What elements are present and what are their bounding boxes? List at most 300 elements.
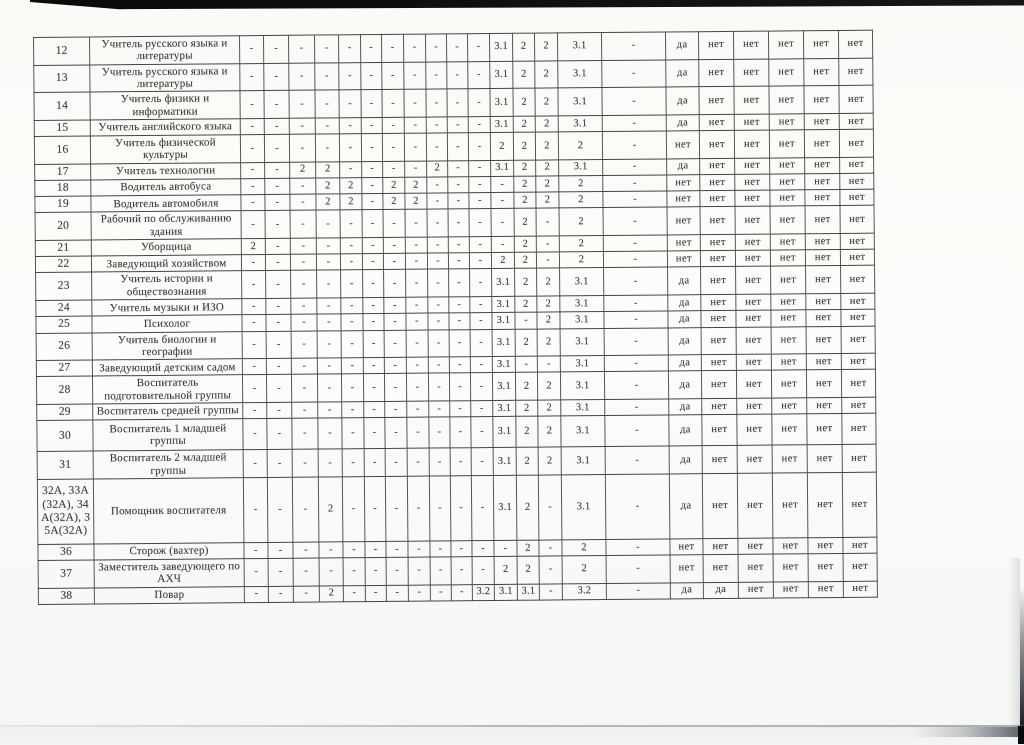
- value-cell: -: [602, 60, 666, 88]
- value-cell: -: [242, 315, 266, 331]
- value-cell: -: [362, 254, 383, 270]
- value-cell: -: [604, 295, 668, 312]
- value-cell: 2: [538, 416, 561, 447]
- row-number-cell: 21: [35, 240, 91, 257]
- yes-no-cell: нет: [839, 85, 873, 113]
- yes-no-cell: нет: [699, 87, 734, 115]
- yes-no-cell: нет: [700, 158, 735, 175]
- value-cell: -: [289, 90, 315, 118]
- value-cell: -: [447, 133, 468, 161]
- value-cell: -: [317, 330, 341, 358]
- yes-no-cell: нет: [769, 58, 804, 86]
- value-cell: 2: [515, 269, 537, 297]
- value-cell: 3.1: [561, 447, 605, 475]
- value-cell: -: [448, 193, 469, 209]
- value-cell: -: [451, 584, 472, 600]
- value-cell: -: [315, 90, 339, 118]
- value-cell: -: [318, 418, 342, 449]
- value-cell: -: [448, 237, 469, 253]
- row-number-cell: 37: [38, 560, 94, 588]
- value-cell: 2: [491, 253, 514, 269]
- job-title-cell: Учитель английского языка: [90, 119, 240, 137]
- row-number-cell: 17: [35, 164, 91, 181]
- value-cell: 2: [534, 33, 557, 61]
- table-row: [37, 472, 877, 544]
- value-cell: -: [538, 475, 562, 540]
- value-cell: -: [240, 135, 264, 163]
- value-cell: -: [266, 271, 291, 299]
- value-cell: -: [265, 211, 290, 239]
- value-cell: 3.1: [561, 474, 606, 539]
- value-cell: 3.1: [492, 269, 515, 297]
- value-cell: -: [446, 34, 467, 62]
- value-cell: -: [382, 90, 404, 118]
- value-cell: -: [469, 160, 491, 176]
- yes-no-cell: нет: [769, 130, 804, 158]
- yes-no-cell: нет: [734, 86, 769, 114]
- yes-no-cell: нет: [808, 537, 843, 554]
- value-cell: -: [603, 207, 667, 235]
- yes-no-cell: нет: [702, 473, 738, 538]
- value-cell: 2: [512, 33, 534, 61]
- value-cell: -: [317, 270, 341, 298]
- row-number-cell: 15: [34, 120, 90, 137]
- value-cell: -: [317, 374, 341, 402]
- value-cell: -: [268, 558, 293, 586]
- yes-no-cell: да: [668, 311, 701, 328]
- value-cell: -: [604, 327, 668, 355]
- value-cell: -: [469, 253, 491, 269]
- yes-no-cell: нет: [808, 553, 843, 581]
- value-cell: -: [360, 34, 381, 62]
- value-cell: -: [536, 208, 559, 236]
- value-cell: -: [242, 331, 266, 359]
- value-cell: 2: [514, 236, 536, 252]
- value-cell: -: [450, 476, 472, 541]
- value-cell: -: [362, 210, 383, 238]
- value-cell: 2: [513, 116, 535, 132]
- value-cell: -: [427, 237, 448, 253]
- yes-no-cell: нет: [735, 190, 770, 207]
- yes-no-cell: нет: [698, 31, 733, 59]
- yes-no-cell: нет: [667, 207, 700, 235]
- value-cell: -: [428, 297, 449, 313]
- value-cell: -: [315, 118, 339, 134]
- value-cell: 2: [513, 61, 535, 89]
- value-cell: 2: [383, 177, 405, 193]
- value-cell: -: [603, 191, 667, 208]
- value-cell: -: [447, 89, 468, 117]
- value-cell: -: [342, 449, 364, 477]
- value-cell: -: [314, 35, 338, 63]
- value-cell: -: [449, 297, 470, 313]
- value-cell: 2: [427, 161, 448, 177]
- value-cell: -: [404, 89, 426, 117]
- scan-artifact-right-band: [1008, 558, 1020, 738]
- value-cell: -: [293, 586, 319, 602]
- value-cell: -: [381, 34, 403, 62]
- value-cell: -: [386, 541, 408, 557]
- value-cell: -: [266, 298, 291, 314]
- value-cell: -: [341, 358, 363, 374]
- value-cell: 2: [340, 178, 362, 194]
- value-cell: -: [365, 541, 386, 557]
- yes-no-cell: нет: [701, 327, 736, 355]
- yes-no-cell: да: [666, 115, 699, 132]
- value-cell: -: [384, 297, 406, 313]
- value-cell: -: [363, 374, 384, 402]
- value-cell: -: [291, 331, 317, 359]
- row-number-cell: 38: [38, 588, 94, 605]
- value-cell: 3.1: [490, 61, 513, 89]
- value-cell: 3.2: [562, 583, 606, 600]
- yes-no-cell: нет: [770, 174, 805, 191]
- yes-no-cell: нет: [670, 555, 703, 583]
- value-cell: 3.1: [560, 268, 604, 296]
- value-cell: 3.1: [490, 89, 513, 117]
- value-cell: -: [468, 89, 490, 117]
- yes-no-cell: нет: [771, 294, 806, 311]
- yes-no-cell: нет: [805, 173, 840, 190]
- value-cell: 3.1: [494, 584, 517, 600]
- value-cell: -: [406, 313, 428, 329]
- value-cell: -: [470, 313, 492, 329]
- yes-no-cell: да: [668, 295, 701, 312]
- job-title-cell: Заведующий детским садом: [92, 359, 242, 377]
- value-cell: -: [426, 133, 447, 161]
- row-number-cell: 19: [35, 196, 91, 213]
- yes-no-cell: нет: [840, 233, 874, 250]
- value-cell: -: [385, 401, 407, 417]
- value-cell: -: [363, 298, 384, 314]
- yes-no-cell: нет: [701, 267, 736, 295]
- value-cell: 3.1: [560, 372, 604, 400]
- value-cell: -: [291, 270, 317, 298]
- value-cell: -: [341, 298, 363, 314]
- value-cell: -: [363, 270, 384, 298]
- yes-no-cell: нет: [841, 309, 875, 326]
- value-cell: -: [242, 271, 266, 299]
- value-cell: -: [365, 557, 386, 585]
- yes-no-cell: нет: [773, 554, 808, 582]
- value-cell: 2: [316, 178, 340, 194]
- yes-no-cell: нет: [738, 554, 773, 582]
- value-cell: -: [343, 541, 365, 557]
- yes-no-cell: нет: [667, 191, 700, 208]
- value-cell: -: [291, 374, 317, 402]
- value-cell: -: [364, 401, 385, 417]
- value-cell: 2: [559, 252, 603, 269]
- value-cell: -: [405, 161, 427, 177]
- value-cell: -: [365, 585, 386, 601]
- value-cell: -: [470, 297, 492, 313]
- yes-no-cell: нет: [734, 130, 769, 158]
- yes-no-cell: нет: [804, 113, 839, 130]
- value-cell: 2: [513, 88, 535, 116]
- value-cell: -: [267, 449, 292, 477]
- yes-no-cell: нет: [841, 370, 875, 398]
- value-cell: -: [292, 402, 318, 418]
- value-cell: -: [264, 134, 289, 162]
- value-cell: -: [449, 329, 470, 357]
- value-cell: -: [602, 87, 666, 115]
- value-cell: -: [317, 298, 341, 314]
- value-cell: 3.1: [559, 159, 603, 176]
- value-cell: -: [427, 253, 448, 269]
- value-cell: -: [449, 373, 470, 401]
- value-cell: -: [240, 118, 264, 134]
- value-cell: 3.2: [472, 584, 494, 600]
- value-cell: -: [448, 253, 469, 269]
- yes-no-cell: нет: [700, 174, 735, 191]
- value-cell: -: [408, 541, 430, 557]
- value-cell: -: [450, 417, 471, 448]
- value-cell: -: [384, 357, 406, 373]
- value-cell: -: [447, 61, 468, 89]
- yes-no-cell: нет: [699, 130, 734, 158]
- value-cell: 3.1: [492, 296, 515, 312]
- value-cell: -: [241, 195, 265, 211]
- job-title-cell: Учитель музыки и ИЗО: [92, 299, 242, 317]
- value-cell: -: [361, 90, 382, 118]
- job-title-cell: Заведующий хозяйством: [91, 255, 241, 273]
- yes-no-cell: нет: [733, 31, 768, 59]
- yes-no-cell: нет: [700, 234, 735, 251]
- value-cell: 3.1: [560, 312, 604, 329]
- value-cell: -: [383, 237, 405, 253]
- value-cell: -: [315, 62, 339, 90]
- value-cell: -: [338, 35, 360, 63]
- value-cell: -: [341, 330, 363, 358]
- value-cell: 2: [514, 192, 536, 208]
- value-cell: -: [339, 62, 361, 90]
- value-cell: 3.1: [490, 116, 513, 132]
- value-cell: -: [316, 254, 340, 270]
- value-cell: -: [537, 356, 560, 372]
- value-cell: -: [425, 34, 446, 62]
- value-cell: 2: [494, 556, 517, 584]
- yes-no-cell: нет: [839, 58, 873, 86]
- value-cell: -: [341, 314, 363, 330]
- value-cell: -: [291, 298, 317, 314]
- row-number-cell: 31: [37, 451, 93, 479]
- value-cell: 3.1: [491, 160, 514, 176]
- yes-no-cell: нет: [840, 189, 874, 206]
- value-cell: -: [428, 373, 449, 401]
- value-cell: -: [319, 558, 343, 586]
- yes-no-cell: нет: [768, 31, 803, 59]
- value-cell: -: [339, 90, 361, 118]
- yes-no-cell: нет: [839, 113, 873, 130]
- yes-no-cell: нет: [805, 206, 840, 234]
- value-cell: -: [467, 34, 489, 62]
- job-title-cell: Учитель русского языка и литературы: [90, 36, 240, 65]
- value-cell: -: [603, 159, 667, 176]
- value-cell: -: [448, 160, 469, 176]
- yes-no-cell: нет: [842, 397, 876, 414]
- yes-no-cell: нет: [771, 370, 806, 398]
- job-title-cell: Воспитатель 1 младшей группы: [93, 419, 243, 451]
- value-cell: -: [241, 162, 265, 178]
- value-cell: -: [386, 585, 408, 601]
- value-cell: -: [407, 401, 429, 417]
- yes-no-cell: нет: [771, 354, 806, 371]
- yes-no-cell: нет: [841, 326, 875, 354]
- row-number-cell: 25: [36, 316, 92, 333]
- value-cell: 2: [538, 400, 561, 416]
- yes-no-cell: нет: [772, 473, 808, 538]
- value-cell: -: [268, 586, 293, 602]
- value-cell: -: [362, 161, 383, 177]
- value-cell: 2: [536, 160, 559, 176]
- row-number-cell: 27: [36, 360, 92, 377]
- yes-no-cell: нет: [736, 267, 771, 295]
- job-title-cell: Водитель автобуса: [91, 179, 241, 197]
- job-title-cell: Учитель технологии: [91, 162, 241, 180]
- value-cell: -: [290, 210, 316, 238]
- yes-no-cell: нет: [737, 445, 772, 473]
- row-number-cell: 14: [34, 92, 90, 120]
- value-cell: -: [472, 557, 494, 585]
- value-cell: -: [243, 402, 267, 418]
- value-cell: -: [266, 375, 291, 403]
- value-cell: 2: [405, 193, 427, 209]
- value-cell: 2: [535, 132, 558, 160]
- value-cell: -: [604, 311, 668, 328]
- yes-no-cell: нет: [734, 114, 769, 131]
- value-cell: -: [605, 446, 669, 474]
- value-cell: -: [288, 35, 314, 63]
- value-cell: -: [290, 178, 316, 194]
- yes-no-cell: да: [667, 158, 700, 175]
- job-title-cell: Водитель автомобиля: [91, 195, 241, 213]
- value-cell: -: [241, 255, 265, 271]
- value-cell: 3.1: [493, 416, 516, 447]
- yes-no-cell: нет: [769, 86, 804, 114]
- value-cell: -: [382, 117, 404, 133]
- yes-no-cell: да: [666, 59, 699, 87]
- value-cell: -: [291, 314, 317, 330]
- value-cell: -: [470, 269, 492, 297]
- yes-no-cell: нет: [838, 30, 872, 58]
- yes-no-cell: нет: [805, 250, 840, 267]
- yes-no-cell: нет: [806, 354, 841, 371]
- value-cell: -: [340, 161, 362, 177]
- yes-no-cell: нет: [702, 446, 737, 474]
- value-cell: -: [468, 133, 490, 161]
- value-cell: 2: [562, 539, 606, 556]
- yes-no-cell: нет: [773, 581, 808, 598]
- value-cell: -: [264, 118, 289, 134]
- value-cell: -: [450, 401, 471, 417]
- value-cell: -: [426, 89, 447, 117]
- value-cell: -: [605, 474, 670, 540]
- value-cell: -: [364, 418, 385, 449]
- yes-no-cell: нет: [841, 353, 875, 370]
- yes-no-cell: нет: [770, 234, 805, 251]
- value-cell: -: [606, 583, 670, 600]
- value-cell: -: [428, 269, 449, 297]
- staff-table: [33, 30, 878, 605]
- yes-no-cell: нет: [806, 326, 841, 354]
- yes-no-cell: нет: [700, 251, 735, 268]
- value-cell: 3.1: [560, 328, 604, 356]
- yes-no-cell: нет: [803, 30, 838, 58]
- value-cell: -: [404, 133, 426, 161]
- job-title-cell: Рабочий по обслуживанию здания: [91, 211, 241, 240]
- value-cell: -: [404, 62, 426, 90]
- value-cell: -: [385, 448, 407, 476]
- yes-no-cell: нет: [770, 190, 805, 207]
- value-cell: -: [406, 373, 428, 401]
- value-cell: 2: [537, 372, 560, 400]
- value-cell: -: [342, 418, 364, 449]
- row-number-cell: 16: [34, 136, 90, 164]
- yes-no-cell: да: [668, 371, 701, 399]
- job-title-cell: Воспитатель 2 младшей группы: [93, 450, 243, 479]
- yes-no-cell: нет: [807, 445, 842, 473]
- row-number-cell: 28: [36, 376, 92, 404]
- value-cell: 2: [517, 540, 539, 556]
- value-cell: -: [289, 63, 315, 91]
- yes-no-cell: нет: [770, 250, 805, 267]
- value-cell: 2: [319, 585, 343, 601]
- yes-no-cell: нет: [839, 129, 873, 157]
- job-title-cell: Учитель физики и информатики: [90, 91, 240, 120]
- value-cell: -: [362, 194, 383, 210]
- value-cell: 2: [318, 477, 343, 542]
- value-cell: 2: [514, 208, 536, 236]
- value-cell: -: [240, 91, 264, 119]
- yes-no-cell: да: [666, 87, 699, 115]
- yes-no-cell: нет: [738, 538, 773, 555]
- value-cell: -: [363, 314, 384, 330]
- yes-no-cell: нет: [771, 310, 806, 327]
- yes-no-cell: нет: [736, 294, 771, 311]
- value-cell: -: [451, 557, 472, 585]
- value-cell: -: [429, 417, 450, 448]
- value-cell: -: [289, 118, 315, 134]
- yes-no-cell: нет: [700, 191, 735, 208]
- value-cell: -: [426, 62, 447, 90]
- value-cell: -: [406, 330, 428, 358]
- job-title-cell: Помощник воспитателя: [93, 477, 244, 543]
- yes-no-cell: да: [668, 355, 701, 372]
- value-cell: -: [263, 35, 288, 63]
- row-number-cell: 32А, 33А(32А), 34А(32А), 35А(32А): [37, 479, 94, 544]
- value-cell: -: [470, 373, 492, 401]
- job-title-cell: Воспитатель средней группы: [93, 403, 243, 421]
- yes-no-cell: нет: [840, 206, 874, 234]
- value-cell: -: [383, 161, 405, 177]
- value-cell: -: [385, 476, 408, 541]
- value-cell: -: [429, 476, 451, 541]
- yes-no-cell: нет: [843, 537, 877, 554]
- value-cell: -: [319, 542, 343, 558]
- value-cell: 2: [515, 329, 537, 357]
- value-cell: 3.1: [517, 584, 539, 600]
- value-cell: -: [363, 330, 384, 358]
- value-cell: -: [361, 117, 382, 133]
- value-cell: 2: [517, 556, 539, 584]
- yes-no-cell: нет: [700, 207, 735, 235]
- value-cell: 2: [538, 447, 561, 475]
- job-title-cell: Сторож (вахтер): [94, 542, 244, 560]
- yes-no-cell: да: [668, 267, 701, 295]
- value-cell: -: [408, 585, 430, 601]
- value-cell: -: [293, 542, 319, 558]
- value-cell: -: [539, 540, 562, 556]
